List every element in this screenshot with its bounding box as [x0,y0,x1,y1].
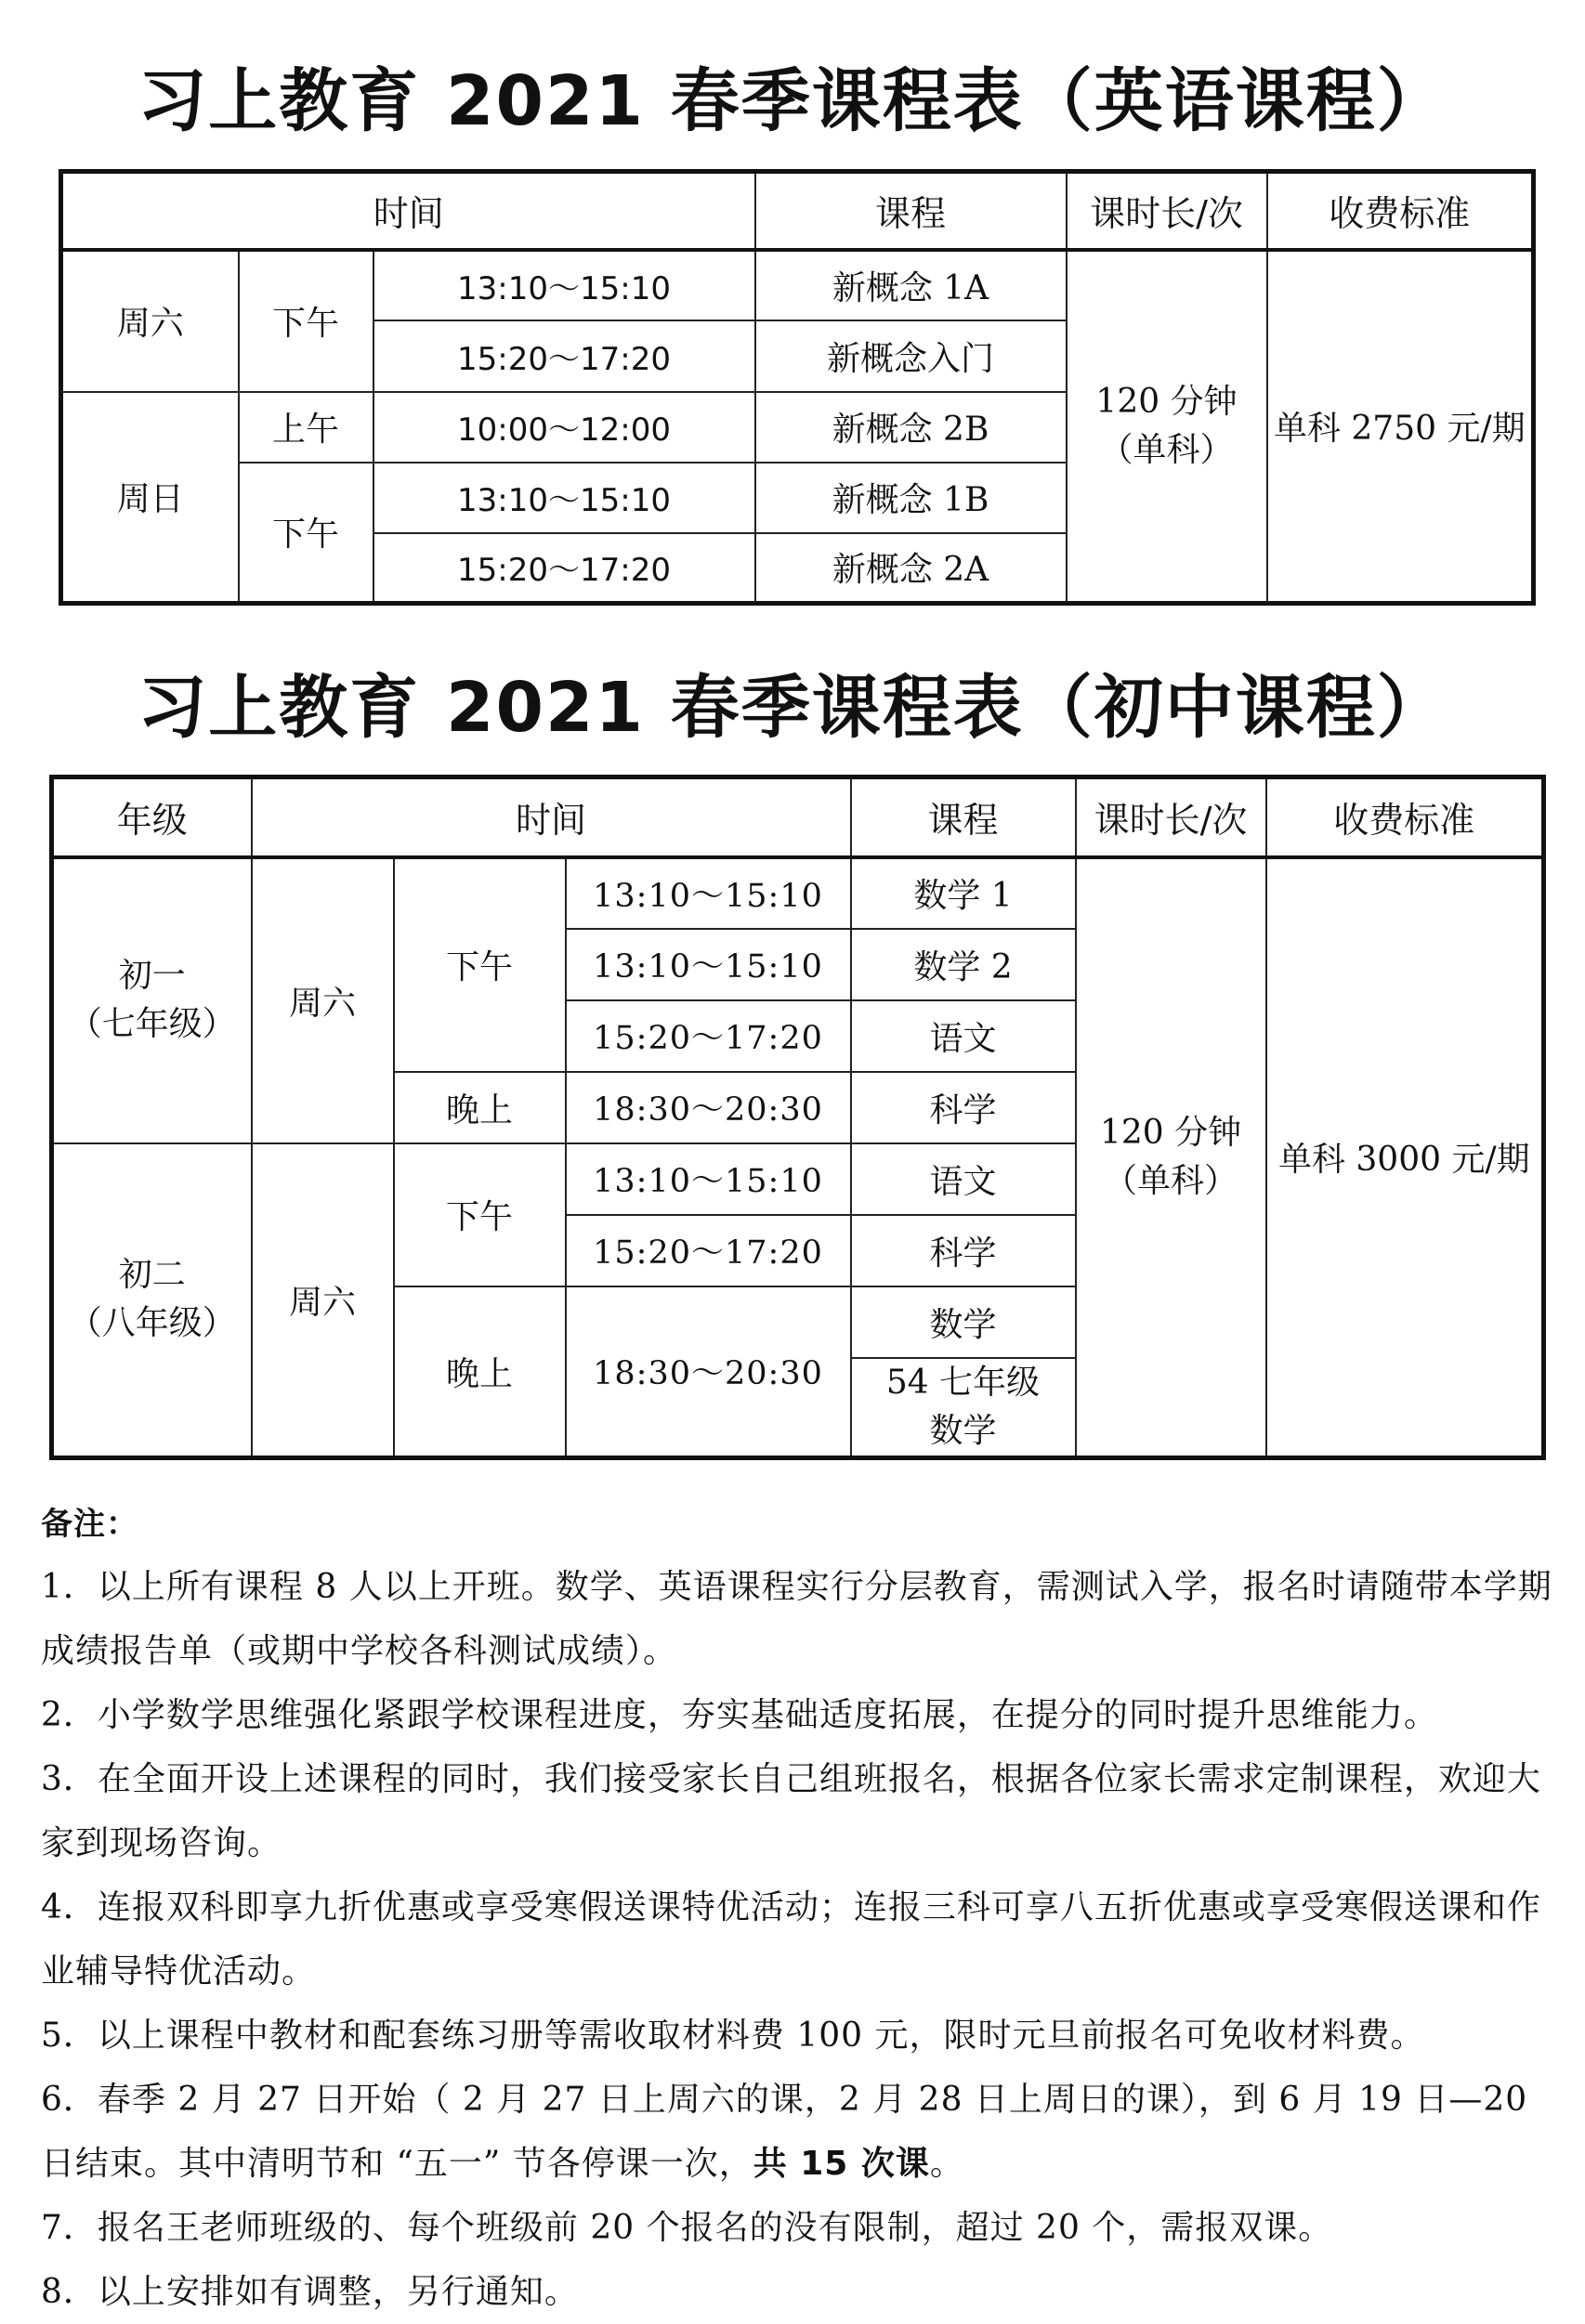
note-text: 6．春季 2 月 27 日开始（ 2 月 27 日上周六的课，2 月 28 日上周日的课），到 6 月 19 日—20 日结束。其中清明节和 “五一” 节各停课一次， [41,2081,1528,2183]
period-cell: 下午 [394,857,566,1072]
grade-name: 初一 [118,956,186,995]
header-row [52,777,1544,857]
header-fee: 收费标准 [1267,172,1534,250]
table-row [52,857,1544,929]
note-item: 7．报名王老师班级的、每个班级前 20 个报名的没有限制，超过 20 个，需报双课。 [41,2209,1333,2247]
period-cell: 下午 [394,1143,566,1286]
notes-section [41,1494,1555,2324]
note-item: 3．在全面开设上述课程的同时，我们接受家长自己组班报名，根据各位家长需求定制课程，欢迎大家到现场咨询。 [41,1760,1541,1862]
course-cell: 新概念入门 [755,320,1067,392]
period-cell: 下午 [239,463,373,604]
note-item: 1．以上所有课程 8 人以上开班。数学、英语课程实行分层教育，需测试入学，报名时请随带本学期成绩报告单（或期中学校各科测试成绩）。 [41,1568,1552,1670]
note-item: 5．以上课程中教材和配套练习册等需收取材料费 100 元，限时元旦前报名可免收材料费。 [41,2017,1425,2055]
period-cell: 上午 [239,392,373,463]
course-cell: 数学 [851,1286,1076,1358]
grade-name: 初二 [118,1256,186,1294]
note-item: 2．小学数学思维强化紧跟学校课程进度，夯实基础适度拓展，在提分的同时提升思维能力。 [41,1696,1438,1734]
day-cell: 周日 [61,392,239,604]
course-cell [851,1358,1076,1458]
course-cell: 新概念 2A [755,533,1067,604]
middle-schedule-table [49,775,1546,1460]
course-cell: 数学 1 [851,857,1076,929]
day-cell: 周六 [61,250,239,392]
grade-alias: （七年级） [68,1005,236,1043]
course-cell: 新概念 1A [755,250,1067,320]
note-item: 8．以上安排如有调整，另行通知。 [41,2273,579,2311]
time-cell: 15:20～17:20 [566,1000,851,1072]
period-cell: 晚上 [394,1286,566,1458]
course-cell: 科学 [851,1215,1076,1286]
time-cell: 13:10～15:10 [566,857,851,929]
header-grade: 年级 [52,777,252,857]
course-cell: 语文 [851,1143,1076,1215]
note-highlight: 共 15 次课 [753,2145,930,2183]
time-cell: 13:10～15:10 [373,250,755,320]
header-course: 课程 [851,777,1076,857]
header-duration: 课时长/次 [1067,172,1267,250]
duration-note: （单科） [1104,1161,1238,1200]
period-cell: 下午 [239,250,373,392]
time-cell: 15:20～17:20 [373,533,755,604]
day-cell: 周六 [252,1143,394,1458]
time-cell: 13:10～15:10 [566,1143,851,1215]
grade-alias: （八年级） [68,1304,236,1343]
notes-heading: 备注： [41,1506,138,1543]
grade-cell [52,1143,252,1458]
course-cell: 数学 2 [851,929,1076,1000]
header-row [61,172,1534,250]
duration-text: 120 分钟 [1095,382,1238,421]
duration-text: 120 分钟 [1099,1113,1242,1152]
header-time: 时间 [61,172,755,250]
duration-cell [1067,250,1267,604]
header-time: 时间 [252,777,851,857]
course-cell: 科学 [851,1072,1076,1143]
duration-note: （单科） [1099,430,1234,469]
duration-cell [1076,857,1266,1458]
english-schedule-table [59,169,1536,606]
course-name: 54 七年级 [885,1363,1041,1402]
time-cell: 13:10～15:10 [373,463,755,533]
note-item: 4．连报双科即享九折优惠或享受寒假送课特优活动；连报三科可享八五折优惠或享受寒假送课和作业辅导特优活动。 [41,1888,1541,1991]
day-cell: 周六 [252,857,394,1143]
header-fee: 收费标准 [1266,777,1544,857]
time-cell: 18:30～20:30 [566,1286,851,1458]
time-cell: 15:20～17:20 [373,320,755,392]
table-row [61,250,1534,320]
time-cell: 10:00～12:00 [373,392,755,463]
fee-cell: 单科 3000 元/期 [1266,857,1544,1458]
course-cell: 新概念 1B [755,463,1067,533]
note-text-end: 。 [929,2145,964,2183]
header-course: 课程 [755,172,1067,250]
header-duration: 课时长/次 [1076,777,1266,857]
time-cell: 18:30～20:30 [566,1072,851,1143]
time-cell: 15:20～17:20 [566,1215,851,1286]
course-cell: 新概念 2B [755,392,1067,463]
english-schedule-title: 习上教育 2021 春季课程表（英语课程） [138,61,1447,141]
middle-schedule-title: 习上教育 2021 春季课程表（初中课程） [138,668,1447,748]
fee-cell: 单科 2750 元/期 [1267,250,1534,604]
course-subject: 数学 [929,1411,997,1450]
course-cell: 语文 [851,1000,1076,1072]
grade-cell [52,857,252,1143]
period-cell: 晚上 [394,1072,566,1143]
time-cell: 13:10～15:10 [566,929,851,1000]
note-item [41,2068,1555,2196]
